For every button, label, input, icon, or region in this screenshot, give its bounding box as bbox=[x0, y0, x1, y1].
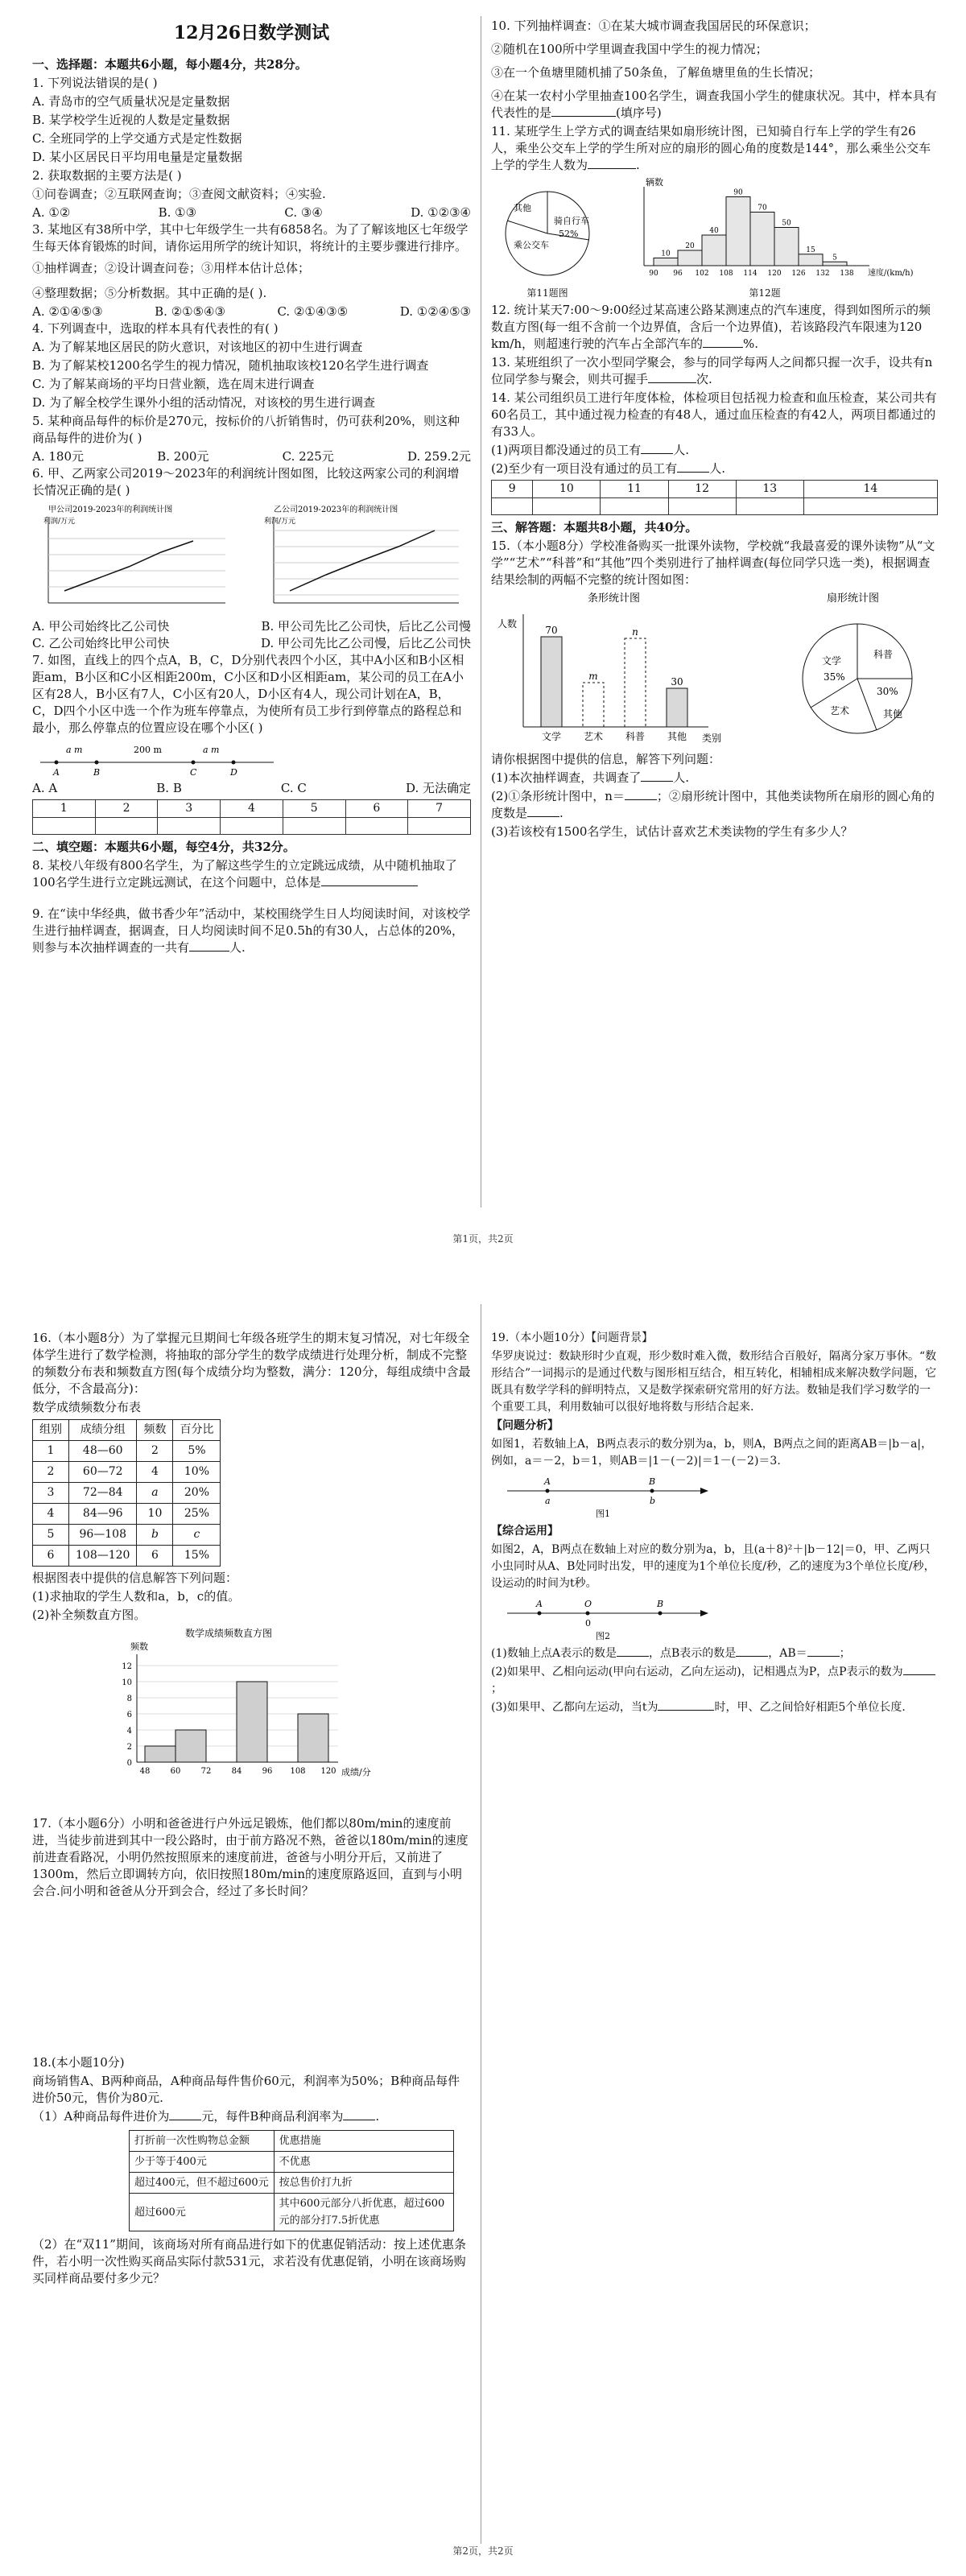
x-tick-label: 72 bbox=[200, 1767, 212, 1776]
x-tick-label: 84 bbox=[231, 1767, 242, 1776]
option: C. 为了解某商场的平均日营业额，选在周末进行调查 bbox=[32, 377, 315, 391]
bar-value-label: 90 bbox=[733, 188, 743, 197]
category-label: 文学 bbox=[541, 731, 562, 742]
figure-12 bbox=[612, 175, 918, 302]
table-row: 打折前一次性购物总金额 优惠措施 bbox=[130, 2131, 454, 2152]
chart-b-ylabel: 利润/万元 bbox=[264, 518, 296, 526]
answer-header-cell: 3 bbox=[158, 800, 221, 818]
page1-left-column bbox=[32, 56, 471, 958]
figure-caption: 第12题 bbox=[749, 287, 781, 299]
value-label: b bbox=[650, 1496, 656, 1506]
value-label: a bbox=[545, 1496, 551, 1506]
number-line-figure-2 bbox=[491, 1596, 733, 1642]
option: C. 225元 bbox=[282, 449, 334, 464]
pie-percent: 35% bbox=[824, 671, 845, 683]
histogram-bar bbox=[298, 1714, 328, 1762]
pie-label: 文学 bbox=[822, 655, 842, 667]
question-9: 9. 在“读中华经典，做书香少年”活动中，某校围绕学生日人均阅读时间，对该校学生进行抽样调查，据调查，日人均阅读时间不足0.5h的有30人，占总体的20%，则参与本次抽样调查的一共有 人. bbox=[32, 906, 471, 955]
y-axis-label: 人数 bbox=[497, 618, 518, 630]
histogram-bar bbox=[145, 1746, 175, 1762]
table-header: 成绩分组 bbox=[69, 1420, 137, 1441]
x-axis-label: 成绩/分 bbox=[341, 1767, 371, 1777]
question-19-analysis-head: 【问题分析】 bbox=[491, 1419, 559, 1432]
answer-cell[interactable] bbox=[533, 498, 601, 515]
point-o bbox=[586, 1612, 590, 1616]
question-12: 12. 统计某天7:00～9:00经过某高速公路某测速点的汽车速度，得到如图所示的频数直方图(每一组不含前一个边界值，含后一个边界值)，若该路段汽车限速为120 km/h，则超速行驶的汽车占全部汽车的 %. bbox=[491, 303, 931, 351]
histogram-12 bbox=[612, 175, 918, 280]
point-label: B bbox=[657, 1599, 664, 1609]
question-16-2: (2)补全频数直方图。 bbox=[32, 1608, 147, 1622]
answer-header-cell: 14 bbox=[803, 481, 937, 498]
point-label: A bbox=[544, 1476, 551, 1487]
answer-blank[interactable] bbox=[658, 1710, 714, 1711]
y-tick-label: 12 bbox=[122, 1662, 132, 1671]
chart-a-ylabel: 利润/万元 bbox=[43, 518, 76, 526]
answer-grid-2 bbox=[491, 480, 938, 515]
answer-blank[interactable] bbox=[641, 781, 673, 782]
y-tick-label: 2 bbox=[126, 1743, 132, 1752]
question-10-ask: ④在某一农村小学里抽查100名学生，调查我国小学生的健康状况。其中，样本具有代表性的是 (填序号) bbox=[491, 89, 937, 120]
table-header: 频数 bbox=[137, 1420, 173, 1441]
y-tick-label: 6 bbox=[126, 1711, 132, 1719]
exam-page-2 bbox=[0, 1288, 966, 2576]
option: C. C bbox=[280, 781, 307, 795]
option-row bbox=[32, 780, 471, 797]
x-tick-label: 132 bbox=[815, 270, 830, 278]
pie-label: 骑自行车 bbox=[554, 216, 589, 226]
frequency-table bbox=[32, 1419, 221, 1567]
answer-cell[interactable] bbox=[601, 498, 668, 515]
answer-blank[interactable] bbox=[625, 799, 657, 800]
figure-caption: 图2 bbox=[596, 1631, 610, 1641]
question-19-comp-head: 【综合运用】 bbox=[491, 1525, 559, 1538]
answer-grid bbox=[32, 799, 471, 835]
answer-blank[interactable] bbox=[189, 951, 229, 952]
answer-blank[interactable] bbox=[677, 472, 709, 473]
option: B. ①③ bbox=[158, 205, 197, 220]
question-19-head: 19.（本小题10分）【问题背景】 bbox=[491, 1331, 654, 1344]
section-heading: 二、填空题：本题共6小题，每空4分，共32分。 bbox=[32, 840, 295, 854]
point-label: D bbox=[230, 767, 237, 777]
option-row bbox=[32, 635, 471, 652]
table-header: 百分比 bbox=[173, 1420, 221, 1441]
bar-value-label: 10 bbox=[661, 250, 671, 258]
answer-cell[interactable] bbox=[95, 818, 158, 835]
answer-blank[interactable] bbox=[648, 382, 696, 383]
question-16-1: (1)求抽取的学生人数和a，b，c的值。 bbox=[32, 1589, 241, 1604]
question-10: 10. 下列抽样调查：①在某大城市调查我国居民的环保意识； bbox=[491, 19, 816, 33]
question-17: 17.（本小题6分）小明和爸爸进行户外远足锻炼，他们都以80m/min的速度前进，当徒步前进到其中一段公路时，由于前方路况不熟，爸爸以180m/min的速度前进查看路况，小明仍然按照原来的速度前进，爸爸与小明分开后，又前进了1300m，然后立即调转方向，依旧按照180m/min的速度原路返回，直到与小明会合.问小明和爸爸从分开到会合，经过了多长时间？ bbox=[32, 1816, 469, 1898]
question-7: 7. 如图，直线上的四个点A，B，C，D分别代表四个小区，其中A小区和B小区相距am，B小区和C小区相距200m，C小区和D小区相距am，某公司的员工在A小区有28人，B小区有7人，C小区有20人，D小区有4人，现公司计划在A，B，C，D四个小区中选一个作为班车停靠点，为使所有员工步行到停靠点的路程总和最小，那么停靠点的位置应设在哪个小区( ) bbox=[32, 653, 464, 735]
option: C. ②①④③⑤ bbox=[277, 304, 349, 319]
table-row: 少于等于400元 不优惠 bbox=[130, 2152, 454, 2173]
option-row bbox=[32, 618, 471, 635]
answer-header-cell: 13 bbox=[736, 481, 803, 498]
bar-chart-15 bbox=[491, 590, 733, 751]
pie-chart-15 bbox=[777, 590, 938, 751]
figures-11-12 bbox=[491, 175, 938, 302]
histogram-bar bbox=[237, 1682, 267, 1762]
point-label: B bbox=[649, 1476, 656, 1487]
histogram-bar bbox=[799, 254, 823, 266]
chart-a-title: 甲公司2019-2023年的利润统计图 bbox=[48, 506, 173, 514]
option: A. 为了解某地区居民的防火意识，对该地区的初中生进行调查 bbox=[32, 340, 363, 354]
exam-page-1 bbox=[0, 0, 966, 1256]
question-13: 13. 某班组织了一次小型同学聚会，参与的同学每两人之间都只握一次手，设共有n位同学参与聚会，则共可握手 次. bbox=[491, 355, 933, 386]
page-footer: 第1页，共2页 bbox=[452, 1233, 514, 1245]
figures-15 bbox=[491, 590, 938, 751]
pie-label: 其他 bbox=[883, 708, 903, 720]
point-label: A bbox=[536, 1599, 543, 1609]
answer-cell[interactable] bbox=[803, 498, 937, 515]
question-19-3: (3)如果甲、乙都向左运动，当t为 时，甲、乙之间恰好相距5个单位长度. bbox=[491, 1701, 906, 1714]
question-1: 1. 下列说法错误的是( ) bbox=[32, 76, 158, 90]
x-tick-label: 90 bbox=[649, 270, 658, 278]
option: B. 200元 bbox=[157, 449, 209, 464]
figure-caption: 图1 bbox=[596, 1509, 610, 1519]
chart-b-series bbox=[290, 530, 435, 591]
question-8: 8. 某校八年级有800名学生，为了解这些学生的立定跳远成绩，从中随机抽取了100名学生进行立定跳远测试，在这个问题中，总体是 bbox=[32, 858, 457, 890]
answer-cell[interactable] bbox=[158, 818, 221, 835]
answer-header-cell: 4 bbox=[221, 800, 283, 818]
question-15-2: (2)①条形统计图中，n＝ ；②扇形统计图中，其他类读物所在扇形的圆心角的度数是 . bbox=[491, 789, 935, 820]
question-14: 14. 某公司组织员工进行年度体检，体检项目包括视力检查和血压检查，某公司共有60名员工，其中通过视力检查的有48人，通过血压检查的有42人，两项目都通过的有33人。 bbox=[491, 390, 937, 439]
option: D. 甲公司先比乙公司慢，后比乙公司快 bbox=[260, 636, 471, 650]
bar-value-label: 70 bbox=[545, 625, 558, 636]
answer-cell[interactable] bbox=[668, 498, 736, 515]
histogram-bar bbox=[678, 250, 702, 266]
chart-a bbox=[43, 504, 225, 603]
answer-header-cell: 12 bbox=[668, 481, 736, 498]
page2-right-column bbox=[491, 1330, 938, 1718]
answer-header-cell: 7 bbox=[408, 800, 471, 818]
histogram-bar bbox=[726, 197, 750, 266]
question-6: 6. 甲、乙两家公司2019～2023年的利润统计图如图，比较这两家公司的利润增长情况正确的是( ) bbox=[32, 466, 460, 497]
answer-blank[interactable] bbox=[617, 1656, 649, 1657]
table-row: 2 60—72 4 10% bbox=[33, 1462, 221, 1483]
histogram-bars bbox=[145, 1682, 328, 1762]
y-tick-label: 8 bbox=[126, 1695, 132, 1703]
x-tick-label: 120 bbox=[767, 270, 782, 278]
question-19-comp: 如图2，A，B两点在数轴上对应的数分别为a，b，且(a＋8)²＋|b－12|＝0，甲、乙两只小虫同时从A、B处同时出发，甲的速度为1个单位长度/秒，乙的速度为3个单位长度/秒，设运动的时间为t秒。 bbox=[491, 1543, 935, 1590]
x-tick-label: 114 bbox=[743, 270, 758, 278]
x-tick-label: 96 bbox=[262, 1767, 273, 1776]
option: A. 青岛市的空气质量状况是定量数据 bbox=[32, 94, 230, 109]
segment-label: a m bbox=[66, 745, 83, 755]
table-row: 6 108—120 6 15% bbox=[33, 1546, 221, 1567]
option: D. ①②③④ bbox=[411, 205, 471, 220]
figure-caption: 第11题图 bbox=[526, 287, 568, 299]
x-axis-label: 速度/(km/h) bbox=[868, 269, 914, 278]
question-19-background: 华罗庚说过：数缺形时少直观，形少数时难入微，数形结合百般好，隔离分家万事休。“数形结合”一词揭示的是通过代数与图形相互结合，相互转化，相辅相成来解决数学问题，它既具有数学学科的鲜明特点，又是数学探索研究常用的好方法。数轴是我们学习数学的一个重要工具，利用数轴可以很好地将数与形结合起来. bbox=[491, 1350, 937, 1414]
histogram-bar bbox=[654, 258, 678, 266]
question-19-1: (1)数轴上点A表示的数是 ，点B表示的数是 ，AB＝ ； bbox=[491, 1647, 851, 1660]
table-row: 4 84—96 10 25% bbox=[33, 1504, 221, 1525]
question-15-3: (3)若该校有1500名学生，试估计喜欢艺术类读物的学生有多少人？ bbox=[491, 824, 853, 839]
pie-label: 艺术 bbox=[830, 705, 850, 716]
question-19-2: (2)如果甲、乙相向运动(甲向右运动，乙向左运动)，记相遇点为P，点P表示的数为； bbox=[491, 1664, 938, 1698]
table-row: 超过600元 其中600元部分八折优惠，超过600元的部分打7.5折优惠 bbox=[130, 2194, 454, 2231]
answer-blank[interactable] bbox=[807, 1656, 840, 1657]
bar-value-label: m bbox=[588, 671, 598, 682]
question-18-2: （2）在“双11”期间，该商场对所有商品进行如下的优惠促销活动：按上述优惠条件，若小明一次性购买商品实际付款531元，求若没有优惠促销，小明在该商场购买同样商品要付多少元？ bbox=[32, 2237, 466, 2285]
chart-title: 条形统计图 bbox=[588, 592, 641, 605]
chart-b bbox=[264, 504, 459, 603]
answer-cell[interactable] bbox=[283, 818, 345, 835]
point-label: B bbox=[93, 767, 101, 777]
point-a bbox=[538, 1612, 542, 1616]
segment-label: 200 m bbox=[134, 745, 162, 755]
option: D. 某小区居民日平均用电量是定量数据 bbox=[32, 150, 243, 164]
x-tick-label: 126 bbox=[791, 270, 806, 278]
answer-blank[interactable] bbox=[527, 816, 559, 817]
x-tick-label: 120 bbox=[320, 1767, 336, 1776]
answer-cell[interactable] bbox=[408, 818, 471, 835]
histogram-bar bbox=[750, 213, 774, 266]
answer-cell[interactable] bbox=[221, 818, 283, 835]
answer-cell[interactable] bbox=[33, 818, 96, 835]
table-row: 超过400元，但不超过600元 按总售价打九折 bbox=[130, 2173, 454, 2194]
option: D. ①②④⑤③ bbox=[399, 304, 471, 319]
y-tick-label: 0 bbox=[126, 1759, 132, 1768]
histogram-bar bbox=[774, 228, 799, 266]
table-header: 组别 bbox=[33, 1420, 69, 1441]
question-items: ①抽样调查；②设计调查问卷；③用样本估计总体； bbox=[32, 261, 311, 275]
question-16: 16.（本小题8分）为了掌握元旦期间七年级各班学生的期末复习情况，对七年级全体学生进行了数学检测，将抽取的部分学生的数学成绩进行处理分析，制成不完整的频数分布表和频数直方图(每个成绩分均为整数，满分：120分，每组成绩中含最低分，不含最高分)： bbox=[32, 1331, 471, 1396]
section-heading: 一、选择题：本题共6小题，每小题4分，共28分。 bbox=[32, 57, 308, 72]
x-tick-label: 138 bbox=[840, 270, 854, 278]
y-tick-label: 4 bbox=[126, 1727, 132, 1736]
answer-header-cell: 9 bbox=[492, 481, 533, 498]
option: B. 甲公司先比乙公司快，后比乙公司慢 bbox=[261, 619, 471, 634]
bar bbox=[667, 688, 687, 727]
option: A. 甲公司始终比乙公司快 bbox=[32, 619, 170, 634]
question-15: 15.（本小题8分）学校准备购买一批课外读物，学校就“我最喜爱的课外读物”从“文学”“艺术”“科普”和“其他”四个类别进行了抽样调查(每位同学只选一类)，根据调查结果绘制的两幅不完整的统计图如图： bbox=[491, 539, 935, 587]
category-label: 科普 bbox=[625, 731, 646, 742]
option: D. 259.2元 bbox=[407, 449, 471, 464]
bars bbox=[541, 625, 687, 742]
question-14-1: (1)两项目都没通过的员工有 人. bbox=[491, 443, 690, 457]
option: D. 无法确定 bbox=[405, 781, 471, 795]
answer-cell[interactable] bbox=[345, 818, 408, 835]
table-title: 数学成绩频数分布表 bbox=[32, 1400, 142, 1414]
answer-space[interactable] bbox=[32, 1901, 471, 2054]
question-items: ②随机在100所中学里调查我国中学生的视力情况； bbox=[491, 42, 768, 56]
question-4: 4. 下列调查中，选取的样本具有代表性的有( ) bbox=[32, 321, 279, 336]
chart-a-series bbox=[64, 541, 193, 591]
answer-blank[interactable] bbox=[588, 168, 636, 169]
option-row bbox=[32, 448, 471, 465]
profit-line-charts bbox=[32, 502, 471, 615]
question-2: 2. 获取数据的主要方法是( ) bbox=[32, 168, 182, 183]
option: C. 全班同学的上学交通方式是定性数据 bbox=[32, 131, 242, 146]
point-a bbox=[546, 1489, 550, 1493]
arrow-icon bbox=[700, 1488, 708, 1494]
pie-label: 科普 bbox=[873, 649, 894, 660]
question-5: 5. 某种商品每件的标价是270元，按标价的八折销售时，仍可获利20%，则这种商品每件的进价为( ) bbox=[32, 414, 460, 445]
x-tick-label: 102 bbox=[695, 270, 709, 278]
answer-header-cell: 11 bbox=[601, 481, 668, 498]
point-label: O bbox=[584, 1599, 592, 1609]
question-3: 3. 某地区有38所中学，其中七年级学生一共有6858名。为了了解该地区七年级学生每天体育锻炼的时间，请你运用所学的统计知识，将统计的主要步骤进行排序。 bbox=[32, 222, 469, 254]
bar-value-label: 15 bbox=[806, 246, 815, 254]
pie-label: 其他 bbox=[514, 203, 531, 213]
point-b bbox=[658, 1612, 663, 1616]
x-tick-label: 48 bbox=[139, 1767, 151, 1776]
y-tick-label: 10 bbox=[122, 1678, 132, 1687]
question-14-2: (2)至少有一项目没有通过的员工有 人. bbox=[491, 461, 726, 476]
answer-blank[interactable] bbox=[551, 116, 616, 117]
option: C. 乙公司始终比甲公司快 bbox=[32, 636, 170, 650]
number-line-figure-1 bbox=[491, 1473, 733, 1520]
chart-title: 数学成绩频数直方图 bbox=[185, 1628, 273, 1639]
answer-header-cell: 1 bbox=[33, 800, 96, 818]
pie-label: 52% bbox=[559, 229, 579, 239]
question-19-analysis: 如图1，若数轴上A，B两点表示的数分别为a，b，则A，B两点之间的距离AB＝|b－a|，例如，a＝－2，b＝1，则AB＝|1－(－2)|＝1－(－2)＝3. bbox=[491, 1438, 933, 1468]
option-row bbox=[32, 303, 471, 320]
option: A. ②①④⑤③ bbox=[32, 304, 103, 319]
option: B. 某学校学生近视的人数是定量数据 bbox=[32, 113, 230, 127]
x-tick-labels bbox=[649, 270, 854, 278]
option-row bbox=[32, 204, 471, 221]
option: B. B bbox=[156, 781, 182, 795]
answer-cell[interactable] bbox=[736, 498, 803, 515]
question-items: ①问卷调查；②互联网查询；③查阅文献资料；④实验. bbox=[32, 187, 326, 201]
answer-header-cell: 6 bbox=[345, 800, 408, 818]
histogram-bar bbox=[823, 262, 847, 266]
answer-blank[interactable] bbox=[703, 347, 743, 348]
option: B. 为了解某校1200名学生的视力情况，随机抽取该校120名学生进行调查 bbox=[32, 358, 429, 373]
section-heading: 三、解答题：本题共8小题，共40分。 bbox=[491, 520, 698, 535]
figure-11 bbox=[491, 184, 604, 302]
histogram-bars bbox=[654, 189, 847, 266]
x-tick-label: 96 bbox=[673, 270, 683, 278]
option: C. ③④ bbox=[284, 205, 323, 220]
pie-percent: 30% bbox=[877, 686, 898, 697]
table-row: 5 96—108 b c bbox=[33, 1525, 221, 1546]
bar-value-label: n bbox=[632, 626, 638, 638]
question-items: ④整理数据；⑤分析数据。其中正确的是( ). bbox=[32, 286, 267, 300]
question-15-1: (1)本次抽样调查，共调查了 人. bbox=[491, 770, 690, 785]
question-15-intro: 请你根据图中提供的信息，解答下列问题： bbox=[491, 752, 721, 766]
bar-value-label: 40 bbox=[709, 227, 719, 235]
option: A. A bbox=[32, 781, 58, 795]
answer-cell[interactable] bbox=[492, 498, 533, 515]
page2-left-column bbox=[32, 1330, 471, 2289]
arrow-icon bbox=[700, 1610, 708, 1616]
x-tick-label: 108 bbox=[290, 1767, 306, 1776]
question-11: 11. 某班学生上学方式的调查结果如扇形统计图，已知骑自行车上学的学生有26人，乘坐公交车上学的学生所对应的扇形的圆心角的度数是144°，那么乘坐公交车上学的学生人数为 . bbox=[491, 124, 931, 172]
question-18-head: 18.(本小题10分) bbox=[32, 2055, 125, 2070]
pie-label: 乘公交车 bbox=[514, 240, 549, 250]
bar-value-label: 5 bbox=[832, 254, 837, 262]
promotion-table bbox=[129, 2130, 454, 2231]
pie-chart-11 bbox=[491, 184, 604, 280]
bar-missing bbox=[583, 683, 604, 727]
y-axis-label: 频数 bbox=[130, 1641, 148, 1652]
x-tick-label: 108 bbox=[719, 270, 733, 278]
category-label: 艺术 bbox=[583, 731, 604, 742]
value-label: 0 bbox=[585, 1618, 591, 1629]
point-b bbox=[650, 1489, 654, 1493]
chart-title: 扇形统计图 bbox=[827, 592, 880, 605]
option: B. ②①⑤④③ bbox=[155, 304, 225, 319]
chart-b-title: 乙公司2019-2023年的利润统计图 bbox=[274, 506, 398, 514]
bar-value-label: 50 bbox=[782, 219, 791, 228]
y-axis-label: 辆数 bbox=[646, 177, 663, 188]
histogram-bar bbox=[175, 1730, 206, 1762]
point-label: C bbox=[190, 767, 197, 777]
table-row: 3 72—84 a 20% bbox=[33, 1483, 221, 1504]
page-title: 12月26日数学测试 bbox=[173, 23, 330, 43]
x-tick-label: 60 bbox=[170, 1767, 181, 1776]
page1-right-column bbox=[491, 18, 938, 842]
bar-value-label: 30 bbox=[671, 676, 683, 687]
bar-missing bbox=[625, 638, 646, 727]
question-18-1: （1）A种商品每件进价为 元，每件B种商品利润率为 . bbox=[32, 2109, 380, 2124]
answer-header-cell: 2 bbox=[95, 800, 158, 818]
point-label: A bbox=[53, 767, 60, 777]
bar-value-label: 70 bbox=[758, 204, 767, 213]
histogram-bar bbox=[702, 235, 726, 266]
bar bbox=[541, 637, 562, 727]
option: A. 180元 bbox=[32, 449, 84, 464]
answer-header-cell: 5 bbox=[283, 800, 345, 818]
answer-blank[interactable] bbox=[736, 1656, 768, 1657]
answer-blank[interactable] bbox=[641, 453, 673, 454]
question-18-stem: 商场销售A、B两种商品，A种商品每件售价60元，利润率为50%；B种商品每件进价50元，售价为80元. bbox=[32, 2074, 460, 2105]
bar-value-label: 20 bbox=[685, 242, 695, 250]
question-items: ③在一个鱼塘里随机捕了50条鱼，了解鱼塘里鱼的生长情况； bbox=[491, 65, 821, 80]
segment-label: a m bbox=[203, 745, 220, 755]
page-footer: 第2页，共2页 bbox=[452, 2545, 514, 2557]
number-line-figure bbox=[32, 740, 290, 777]
category-label: 其他 bbox=[667, 731, 687, 742]
table-row: 1 48—60 2 5% bbox=[33, 1441, 221, 1462]
answer-header-cell: 10 bbox=[533, 481, 601, 498]
option: D. 为了解全校学生课外小组的活动情况，对该校的男生进行调查 bbox=[32, 395, 376, 410]
x-axis-label: 类别 bbox=[702, 733, 722, 744]
histogram-16 bbox=[97, 1625, 435, 1786]
answer-blank[interactable] bbox=[903, 1674, 935, 1675]
option: A. ①② bbox=[32, 205, 71, 220]
question-16-intro: 根据图表中提供的信息解答下列问题： bbox=[32, 1571, 238, 1585]
